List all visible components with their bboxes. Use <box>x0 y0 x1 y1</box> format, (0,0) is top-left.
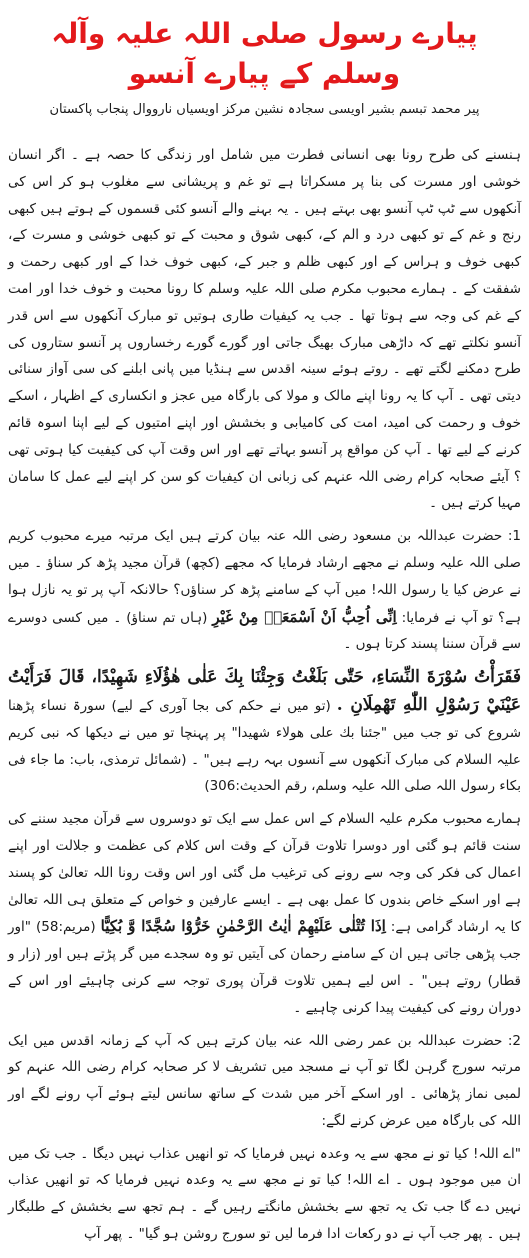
sunnah-arabic-ayah: اِذَا تُتْلٰی عَلَیْھِمْ اٰیٰتُ الرَّحْمٰنِ خَرُّوْا سُجَّدًا وَّ بُکِیًّا <box>100 917 386 936</box>
sunnah-ayah-reference: (مریم:58) <box>35 919 96 936</box>
hadith-1-after-quote: (ہاں تم سناؤ) ۔ میں کسی دوسرے سے قرآن سننا پسند کرتا ہوں ۔ <box>8 609 521 653</box>
sunnah-translation: "اور جب پڑھی جاتی ہیں ان کے سامنے رحمان کی آیتیں تو وہ سجدے میں گر پڑتے ہیں اور (زار و قطار) روتے ہیں" ۔ اس لیے ہمیں تلاوت قرآن پوری توجہ سے کرنی چاہیئے اور اس کے دوران رونے کی کیفیت پیدا کرنی چاہیے ۔ <box>8 919 521 1016</box>
sunnah-text: ہمارے محبوب مکرم علیہ السلام کے اس عمل سے ایک تو دوسروں سے قرآن مجید سننے کی سنت قائم ہو گئی اور دوسرا تلاوت قرآن کے وقت اس کلام کی عظمت و جلالت اور اپنے اعمال کی فکر کی وجہ سے رونے کی ترغیب مل گئی اور اس وقت رونا اللہ تعالیٰ کو پسند ہے اور اسکے خاص بندوں کا عمل بھی ہے ۔ ایسے عارفین و خواص کے متعلق ہی اللہ تعالیٰ کا یہ ارشاد گرامی ہے: <box>8 811 522 936</box>
hadith-1-arabic-quote: اِنِّی اُحِبُّ اَنْ اَسْمَعَہٗ مِنْ غَیْرِ <box>212 607 397 626</box>
hadith-1-translation: (تو میں نے حکم کی بجا آوری کے لیے) سورۃ نساء پڑھنا شروع کی تو جب میں "جئنا بك علی هولاء شهيدا" پر پہنچا تو میں نے دیکھا کہ نبی کریم علیہ السلام کی مبارک آنکھوں سے آنسوں بہہ رہے ہیں" ۔ (شمائل ترمذی، باب: ما جاء فی بکاء رسول اللہ صلی اللہ علیہ وسلم، رقم الحدیث:306) <box>8 697 521 795</box>
hadith-1-intro: 1: حضرت عبداللہ بن مسعود رضی اللہ عنہ بیان کرتے ہیں ایک مرتبہ میرے محبوب کریم صلی اللہ علیہ وسلم نے مجھے ارشاد فرمایا کہ مجھے (کچھ) قرآن مجید پڑھ کر سناؤ ۔ میں نے عرض کیا یا رسول اللہ! میں آپ کے سامنے پڑھ کر سناؤں؟ حالانکہ آپ پر تو یہ نازل ہوا ہے؟ تو آپ نے فرمایا: <box>8 528 521 626</box>
hadith-2-supplication: "اے اللہ! کیا تو نے مجھ سے یہ وعدہ نہیں فرمایا کہ تو انھیں عذاب نہیں دیگا ۔ جب تک میں ان میں موجود ہوں ۔ اے اللہ! کیا تو نے مجھ سے یہ وعدہ نہیں فرمایا کہ تو انھیں عذاب نہیں دے گا جب تک یہ تجھ سے بخشش مانگتے رہیں گے ۔ ہم تجھ سے بخشش کے طلبگار ہیں ۔ پھر جب آپ نے دو رکعات ادا فرما لیں تو سورج روشن ہو گیا" ۔ پھر آپ <box>8 1145 521 1243</box>
author-byline: پیر محمد تبسم بشیر اویسی سجادہ نشین مرکز اویسیاں نارووال پنجاب پاکستان <box>49 102 480 117</box>
hadith-1-verse-paragraph <box>8 664 521 800</box>
article-title: پیارے رسول صلی اللہ علیہ وآلہ وسلم کے پیارے آنسو <box>51 17 478 90</box>
sunnah-paragraph <box>8 806 521 1021</box>
hadith-1-arabic-verse: فَقَرَأْتُ سُوْرَةَ النِّسَاءِ، حَتّٰى بَلَغْتُ وَجِئْنَا بِكَ عَلٰى هٰؤُلَاءِ شَهِيْدًا، قَالَ فَرَأَيْتُ عَيْنَيْ رَسُوْلِ اللّٰهِ تَهْمِلَانِ . <box>8 667 522 715</box>
hadith-1-paragraph <box>8 523 521 658</box>
intro-paragraph: ہنسنے کی طرح رونا بھی انسانی فطرت میں شامل اور زندگی کا حصہ ہے ۔ اگر انسان خوشی اور مسرت کی بنا پر مسکراتا ہے تو غم و پریشانی سے مغلوب ہو کر اس کی آنکھوں سے ٹپ ٹپ آنسو بھی بہتے ہیں ۔ یہ بہنے والے آنسو کئی قسموں کے ہوتے ہیں کبھی رنج و غم کے تو کبھی درد و الم کے، کبھی شوق و محبت کے تو کبھی خوشی و مسرت کے، کبھی خوف و ہراس کے اور کبھی ظلم و جبر کے، کبھی خوف خدا کے اور کبھی رحمت و شفقت کے ۔ ہمارے محبوب مکرم صلی اللہ علیہ وسلم کا رونا محبت و خوف خدا اور امت کے غم کی وجہ سے ہوتا تھا ۔ جب یہ کیفیات طاری ہوتیں تو مبارک آنکھوں سے اس قدر آنسو نکلتے تھے کہ داڑھی مبارک بھیگ جاتی اور گورے گورے رخساروں پر آنسو ستاروں کی طرح دمکنے لگتے تھے ۔ روتے ہوئے سینہ اقدس سے ہنڈیا میں پانی ابلنے کی سی آواز سنائی دیتی تھی ۔ آپ کا یہ رونا اپنے مالک و مولا کی بارگاہ میں عجز و انکساری کے اظہار ، اسکے خوف و رحمت کی امید، امت کی کامیابی و بخشش اور اپنے امتیوں کے لیے اپنا اسوہ قائم کرنے کے لیے تھا ۔ آپ کن مواقع پر آنسو بہاتے تھے اور اس وقت آپ کی کیفیت کیا ہوتی تھی ؟ آیئے صحابہ کرام رضی اللہ عنہم کی زبانی ان کیفیات کو سن کر اپنے لیے عمل کا سامان مہیا کرتے ہیں ۔ <box>8 147 521 512</box>
hadith-2-paragraph <box>8 1028 521 1135</box>
hadith-2-intro: 2: حضرت عبداللہ بن عمر رضی اللہ عنہ بیان کرتے ہیں کہ آپ کے زمانہ اقدس میں ایک مرتبہ سورج گرہن لگا تو آپ نے مسجد میں تشریف لا کر صحابہ کرام رضی اللہ عنہم کو لمبی نماز پڑھائی ۔ اور اسکے آخر میں شدت کے ساتھ سانس لیتے ہوئے آپ رونے لگے اور اللہ کی بارگاہ میں عرض کرنے لگے: <box>8 1032 521 1129</box>
